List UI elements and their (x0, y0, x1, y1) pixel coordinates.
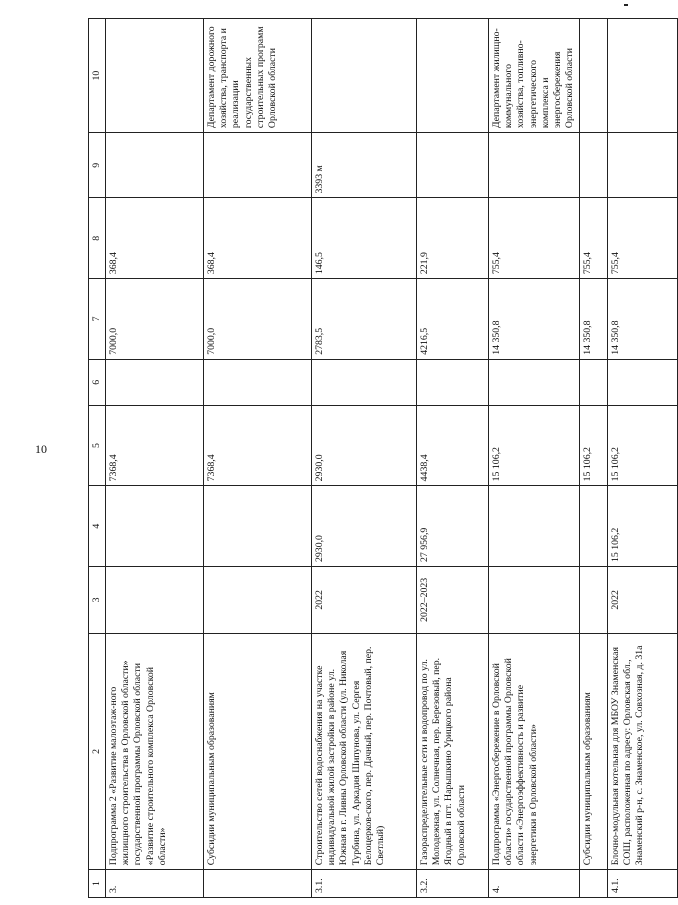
row-col7: 14 350,8 (607, 279, 677, 360)
row-year (489, 567, 580, 634)
table-row (607, 19, 677, 898)
row-year (106, 567, 204, 634)
row-name: Субсидии муниципальным образованиям (579, 633, 607, 869)
table-row (579, 19, 607, 898)
row-number: 4.1. (607, 870, 677, 898)
row-col7: 14 350,8 (489, 279, 580, 360)
row-col7: 4216,5 (417, 279, 489, 360)
row-col8: 368,4 (204, 198, 312, 279)
row-col5: 15 106,2 (579, 405, 607, 486)
row-col9 (579, 133, 607, 198)
row-col7: 14 350,8 (579, 279, 607, 360)
row-col8: 368,4 (106, 198, 204, 279)
row-col8: 221,9 (417, 198, 489, 279)
row-col6 (489, 359, 580, 405)
row-col8: 755,4 (607, 198, 677, 279)
row-col7: 2783,5 (312, 279, 417, 360)
row-col8: 755,4 (489, 198, 580, 279)
budget-table (88, 18, 678, 898)
row-executor: Департамент дорожного хозяйства, транспорта и реализации государственных строительных программ Орловской области (204, 19, 312, 133)
row-executor (106, 19, 204, 133)
col-header-3: 3 (89, 567, 106, 634)
row-col6 (417, 359, 489, 405)
row-name: Подпрограмма 2 «Развитие малоэтаж-ного жилищного строительства в Орловской области» государственной программы Орловской области «Развитие строительного комплекса Орловской области» (106, 633, 204, 869)
row-col4 (579, 486, 607, 567)
row-col4 (489, 486, 580, 567)
row-col9 (106, 133, 204, 198)
row-col4 (204, 486, 312, 567)
row-col4 (106, 486, 204, 567)
row-col4: 27 956,9 (417, 486, 489, 567)
row-col6 (579, 359, 607, 405)
row-name: Газораспределительные сети и водопровод по ул. Молодежная, ул. Солнечная, пер. Березовый, пер. Ягодный в пгт. Нарышкино Урицкого района Орловской области (417, 633, 489, 869)
row-number: 3.2. (417, 870, 489, 898)
row-col4: 2930,0 (312, 486, 417, 567)
table-row (204, 19, 312, 898)
row-col9 (607, 133, 677, 198)
row-year: 2022 (607, 567, 677, 634)
row-year: 2022 (312, 567, 417, 634)
row-col5: 7368,4 (204, 405, 312, 486)
row-col8: 755,4 (579, 198, 607, 279)
row-executor: Департамент жилищно-коммунального хозяйства, топливно-энергетического комплекса и энергосбережения Орловской области (489, 19, 580, 133)
row-name: Субсидии муниципальным образованиям (204, 633, 312, 869)
page-number: 10 (35, 442, 47, 456)
table-row (417, 19, 489, 898)
header-row (89, 19, 106, 898)
row-col9 (417, 133, 489, 198)
row-col9 (489, 133, 580, 198)
table-row (106, 19, 204, 898)
row-col5: 2930,0 (312, 405, 417, 486)
row-name: Блочно-модульная котельная для МБОУ Знаменская СОШ, расположенная по адресу: Орловская обл., Знаменский р-н, с. Знаменское, ул. Совхозная, д. 31а (607, 633, 677, 869)
row-year: 2022–2023 (417, 567, 489, 634)
row-executor (607, 19, 677, 133)
col-header-2: 2 (89, 633, 106, 869)
row-col5: 4438,4 (417, 405, 489, 486)
row-col5: 15 106,2 (489, 405, 580, 486)
row-year (579, 567, 607, 634)
row-col5: 15 106,2 (607, 405, 677, 486)
col-header-1: 1 (89, 870, 106, 898)
col-header-5: 5 (89, 405, 106, 486)
col-header-4: 4 (89, 486, 106, 567)
row-number (204, 870, 312, 898)
row-col5: 7368,4 (106, 405, 204, 486)
row-name: Строительство сетей водоснабжения на участке индивидуальной жилой застройки в районе ул. Южная в г. Ливны Орловской области (ул. Николая Турбина, ул. Аркадия Шипунова, ул. Сергея Белоцерков-ского, пер. Дачный, пер. Почтовый, пер. Светлый) (312, 633, 417, 869)
row-number (579, 870, 607, 898)
row-executor (579, 19, 607, 133)
row-number: 3. (106, 870, 204, 898)
col-header-9: 9 (89, 133, 106, 198)
row-executor (312, 19, 417, 133)
col-header-7: 7 (89, 279, 106, 360)
row-number: 4. (489, 870, 580, 898)
row-number: 3.1. (312, 870, 417, 898)
row-name: Подпрограмма «Энергосбережение в Орловской области» государственной программы Орловской области «Энергоэффективность и развитие энергетики в Орловской области» (489, 633, 580, 869)
corner-mark (624, 4, 628, 6)
row-year (204, 567, 312, 634)
row-executor (417, 19, 489, 133)
row-col7: 7000,0 (106, 279, 204, 360)
row-col6 (312, 359, 417, 405)
rotated-table-container (88, 18, 646, 898)
row-col9 (204, 133, 312, 198)
table-row (312, 19, 417, 898)
row-col6 (204, 359, 312, 405)
row-col6 (106, 359, 204, 405)
row-col8: 146,5 (312, 198, 417, 279)
col-header-8: 8 (89, 198, 106, 279)
row-col6 (607, 359, 677, 405)
table-row (489, 19, 580, 898)
col-header-6: 6 (89, 359, 106, 405)
row-col9: 3393 м (312, 133, 417, 198)
row-col4: 15 106,2 (607, 486, 677, 567)
col-header-10: 10 (89, 19, 106, 133)
row-col7: 7000,0 (204, 279, 312, 360)
